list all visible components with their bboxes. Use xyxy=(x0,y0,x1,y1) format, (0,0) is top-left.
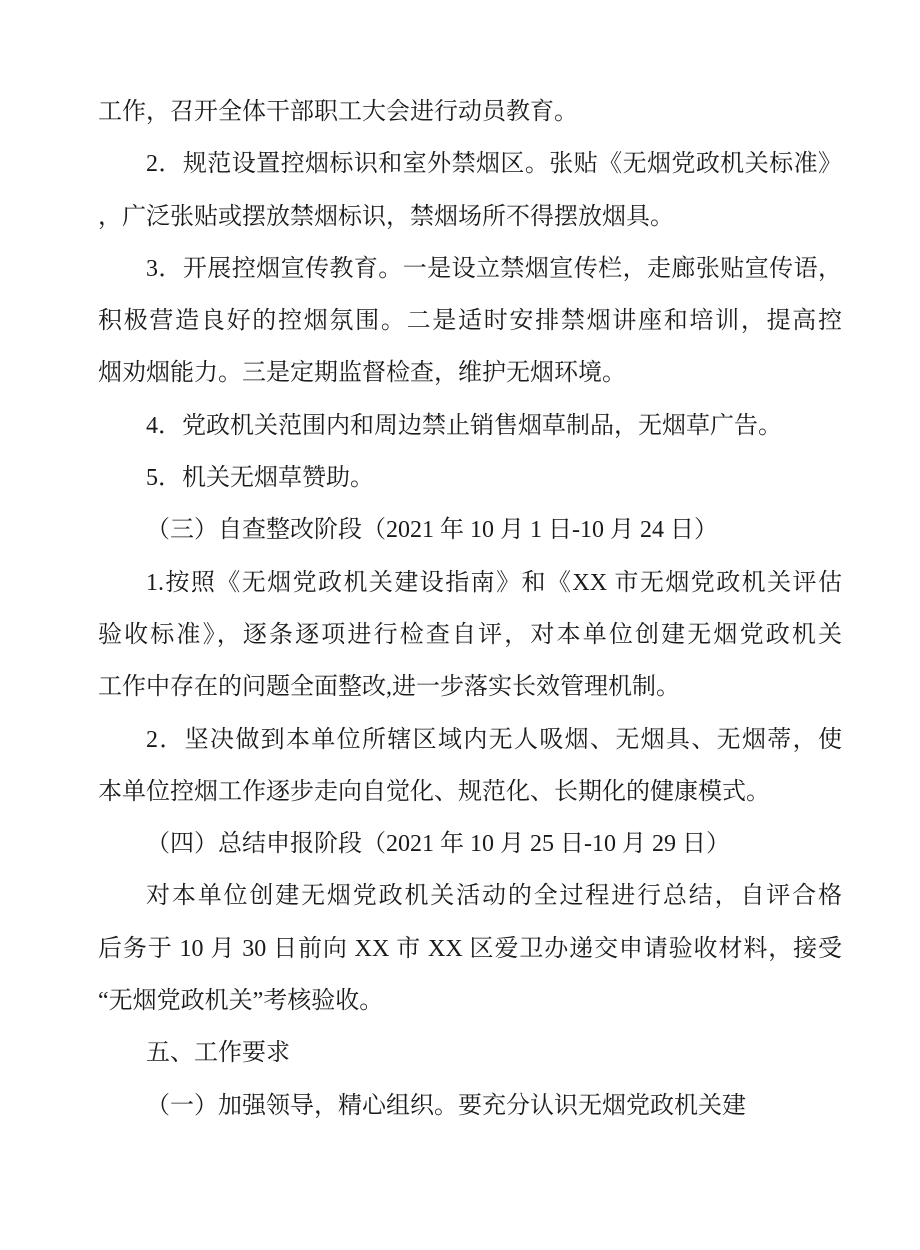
document-line: 后务于 10 月 30 日前向 XX 市 XX 区爱卫办递交申请验收材料，接受 xyxy=(98,935,842,962)
document-line: ，广泛张贴或摆放禁烟标识，禁烟场所不得摆放烟具。 xyxy=(98,203,674,230)
document-line: 5．机关无烟草赞助。 xyxy=(146,465,374,492)
document-line: 五、工作要求 xyxy=(146,1040,290,1067)
document-line: （一）加强领导，精心组织。要充分认识无烟党政机关建 xyxy=(146,1092,746,1119)
document-line: 2．坚决做到本单位所辖区域内无人吸烟、无烟具、无烟蒂，使 xyxy=(146,726,842,753)
document-line: （四）总结申报阶段（2021 年 10 月 25 日-10 月 29 日） xyxy=(146,831,730,858)
document-line: “无烟党政机关”考核验收。 xyxy=(98,988,384,1015)
document-line: 本单位控烟工作逐步走向自觉化、规范化、长期化的健康模式。 xyxy=(98,778,770,805)
document-line: 1.按照《无烟党政机关建设指南》和《XX 市无烟党政机关评估 xyxy=(146,569,842,596)
document-body xyxy=(98,86,842,1132)
document-line: 2．规范设置控烟标识和室外禁烟区。张贴《无烟党政机关标准》 xyxy=(146,151,842,178)
document-line: 3．开展控烟宣传教育。一是设立禁烟宣传栏，走廊张贴宣传语， xyxy=(146,255,842,282)
document-line: 积极营造良好的控烟氛围。二是适时安排禁烟讲座和培训，提高控 xyxy=(98,308,842,335)
document-line: （三）自查整改阶段（2021 年 10 月 1 日-10 月 24 日） xyxy=(146,517,718,544)
document-line: 对本单位创建无烟党政机关活动的全过程进行总结，自评合格 xyxy=(146,883,842,910)
document-line: 4．党政机关范围内和周边禁止销售烟草制品，无烟草广告。 xyxy=(146,412,782,439)
document-line: 工作，召开全体干部职工大会进行动员教育。 xyxy=(98,99,578,125)
document-line: 工作中存在的问题全面整改,进一步落实长效管理机制。 xyxy=(98,674,680,701)
document-line: 烟劝烟能力。三是定期监督检查，维护无烟环境。 xyxy=(98,360,626,387)
document-line: 验收标准》，逐条逐项进行检查自评，对本单位创建无烟党政机关 xyxy=(98,621,842,648)
